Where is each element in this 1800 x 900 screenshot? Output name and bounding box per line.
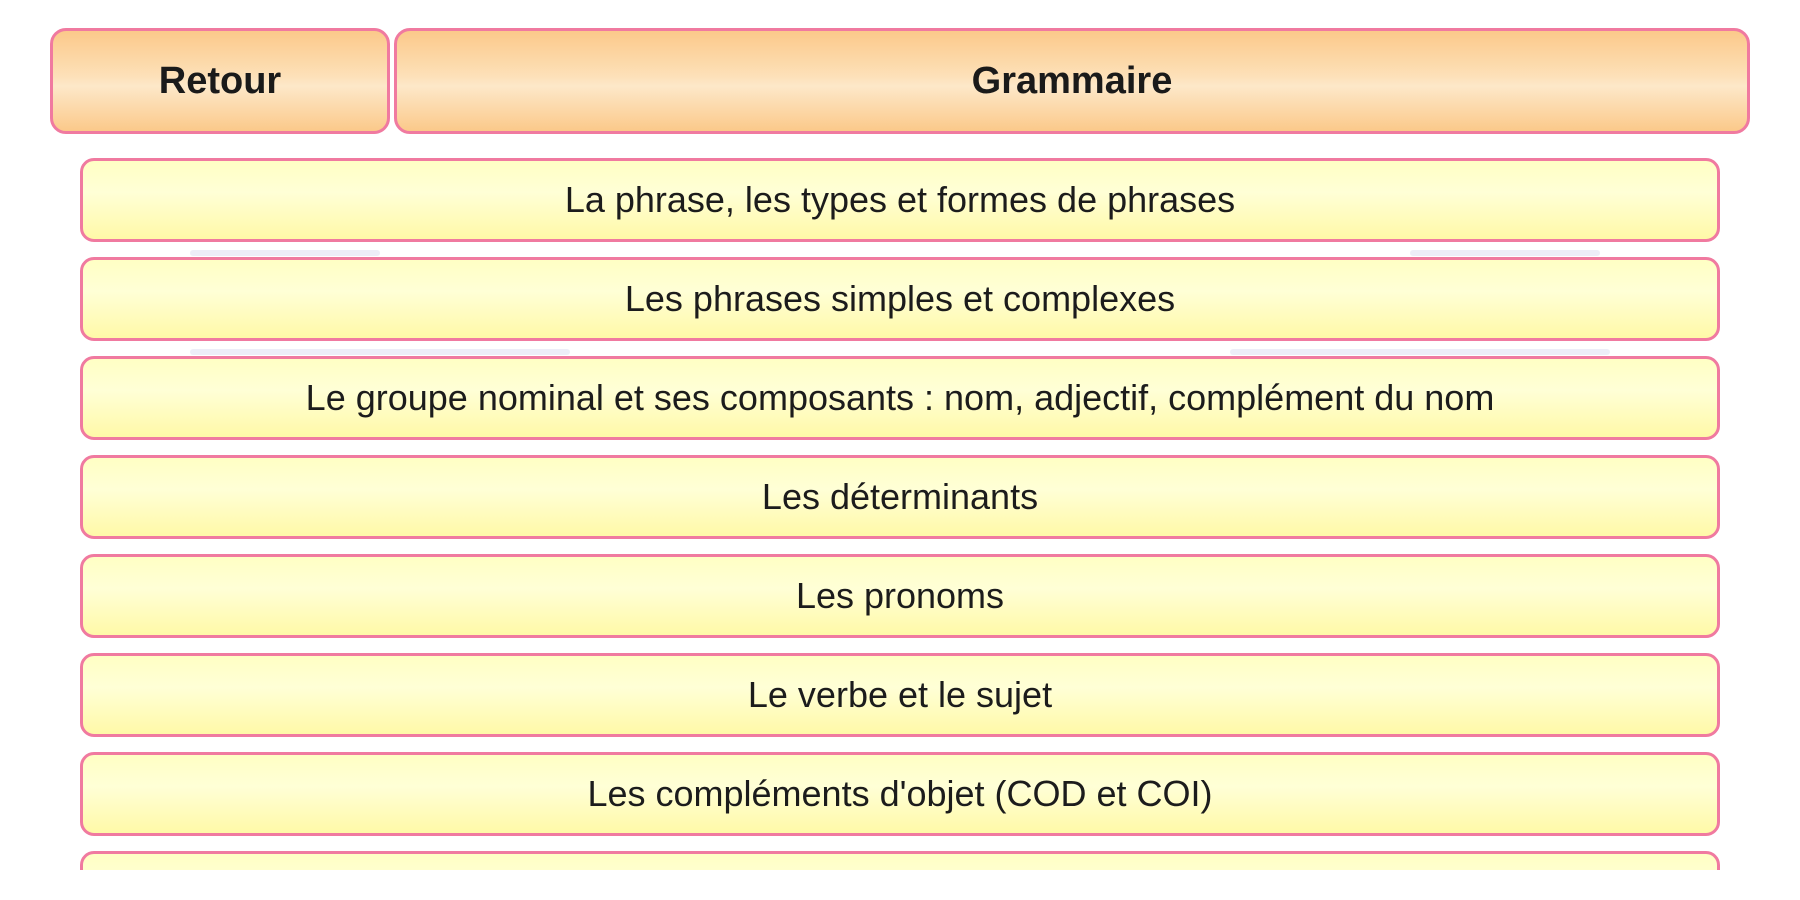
lesson-list[interactable] <box>80 158 1720 870</box>
header-bar <box>50 28 1750 138</box>
list-item[interactable]: Les déterminants <box>80 455 1720 539</box>
decorative-strip <box>190 349 570 355</box>
list-item[interactable]: Le groupe nominal et ses composants : nom, adjectif, complément du nom <box>80 356 1720 440</box>
decorative-strip <box>1230 349 1610 355</box>
back-button[interactable]: Retour <box>50 28 390 134</box>
page-title: Grammaire <box>394 28 1750 134</box>
list-item[interactable]: Les compléments d'objet (COD et COI) <box>80 752 1720 836</box>
list-item[interactable]: Les pronoms <box>80 554 1720 638</box>
list-item[interactable] <box>80 851 1720 870</box>
list-item[interactable]: Les phrases simples et complexes <box>80 257 1720 341</box>
list-item[interactable]: La phrase, les types et formes de phrases <box>80 158 1720 242</box>
decorative-strip <box>190 250 380 256</box>
list-item[interactable]: Le verbe et le sujet <box>80 653 1720 737</box>
decorative-strip <box>1410 250 1600 256</box>
